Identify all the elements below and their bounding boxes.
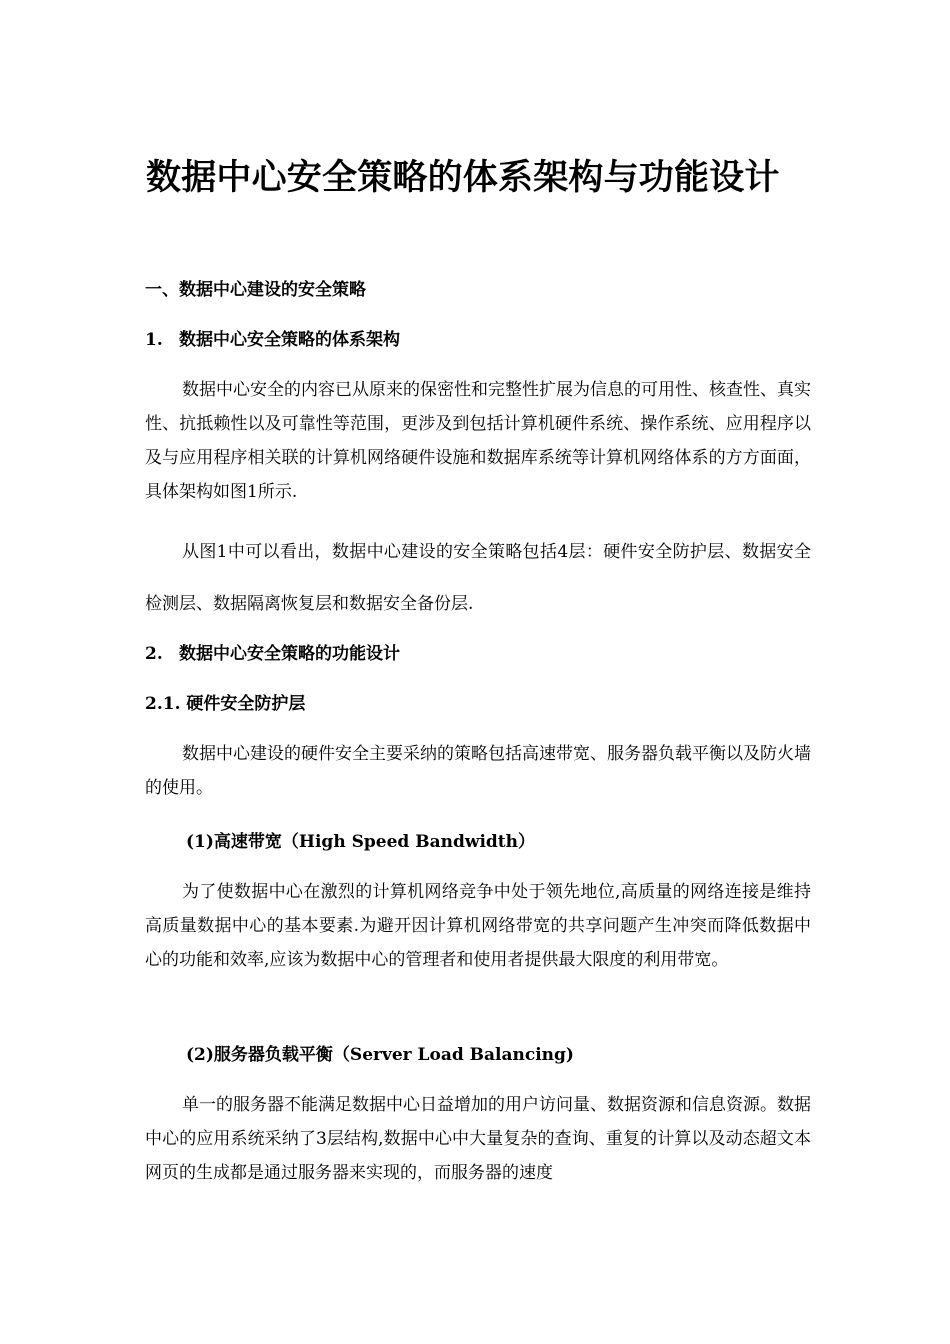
item-heading-load-balancing: (2)服务器负载平衡（Server Load Balancing)	[186, 1045, 574, 1065]
document-title: 数据中心安全策略的体系架构与功能设计	[146, 158, 780, 198]
subsection-title: 数据中心安全策略的体系架构	[179, 330, 400, 350]
subsection-heading-2-1: 2.1. 硬件安全防护层	[145, 694, 306, 714]
paragraph-bandwidth: 为了使数据中心在激烈的计算机网络竞争中处于领先地位,高质量的网络连接是维持高质量数据中心的基本要素.为避开因计算机网络带宽的共享问题产生冲突而降低数据中心的功能和效率,应该为数据中心的管理者和使用者提供最大限度的利用带宽。	[145, 882, 811, 970]
paragraph-hardware: 数据中心建设的硬件安全主要采纳的策略包括高速带宽、服务器负载平衡以及防火墙的使用。	[145, 744, 811, 798]
subsection-heading-1	[145, 328, 400, 352]
paragraph-architecture: 数据中心安全的内容已从原来的保密性和完整性扩展为信息的可用性、核查性、真实性、抗抵赖性以及可靠性等范围，更涉及到包括计算机硬件系统、操作系统、应用程序以及与应用程序相关联的计算机网络硬件设施和数据库系统等计算机网络体系的方方面面，具体架构如图1所示.	[145, 380, 811, 502]
section-heading: 一、数据中心建设的安全策略	[145, 280, 366, 300]
item-heading-bandwidth: (1)高速带宽（High Speed Bandwidth）	[186, 832, 536, 852]
subsection-title: 数据中心安全策略的功能设计	[179, 644, 400, 664]
subsection-heading-2	[145, 642, 400, 666]
subsection-number: 2.	[145, 644, 163, 664]
paragraph-layers: 从图1中可以看出，数据中心建设的安全策略包括4层：硬件安全防护层、数据安全检测层、数据隔离恢复层和数据安全备份层.	[145, 542, 811, 614]
paragraph-load-balancing: 单一的服务器不能满足数据中心日益增加的用户访问量、数据资源和信息资源。数据中心的应用系统采纳了3层结构,数据中心中大量复杂的查询、重复的计算以及动态超文本网页的生成都是通过服务器来实现的，而服务器的速度	[145, 1095, 811, 1183]
subsection-number: 1.	[145, 330, 163, 350]
